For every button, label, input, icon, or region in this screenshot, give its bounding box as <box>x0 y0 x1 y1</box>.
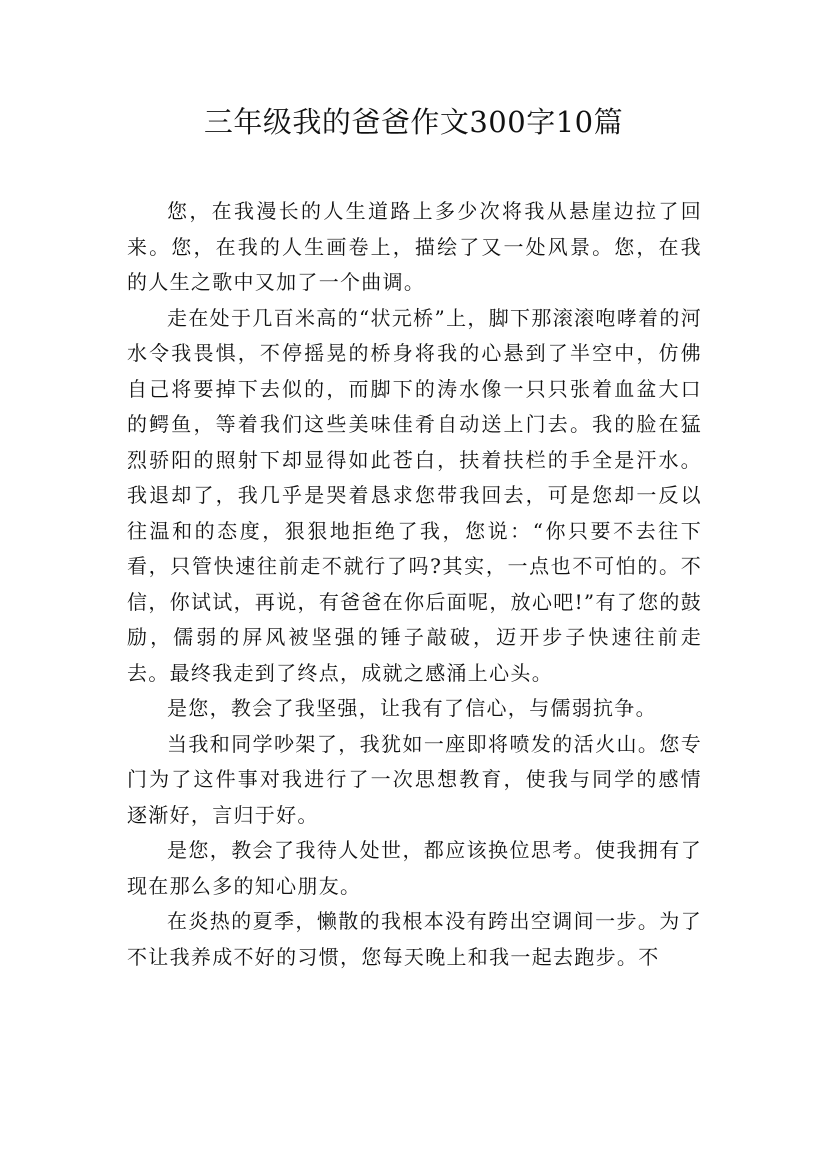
paragraph: 您，在我漫长的人生道路上多少次将我从悬崖边拉了回来。您，在我的人生画卷上，描绘了又一处风景。您，在我的人生之歌中又加了一个曲调。 <box>127 199 702 294</box>
paragraph: 是您，教会了我待人处世，都应该换位思考。使我拥有了现在那么多的知心朋友。 <box>127 838 702 898</box>
document-body <box>127 194 702 975</box>
paragraph: 是您，教会了我坚强，让我有了信心，与儒弱抗争。 <box>167 696 657 720</box>
paragraph: 当我和同学吵架了，我犹如一座即将喷发的活火山。您专门为了这件事对我进行了一次思想教育，使我与同学的感情逐渐好，言归于好。 <box>127 731 702 827</box>
paragraph: 走在处于几百米高的“状元桥”上，脚下那滚滚咆哮着的河水令我畏惧，不停摇晃的桥身将我的心悬到了半空中，仿佛自己将要掉下去似的，而脚下的涛水像一只只张着血盆大口的鳄鱼，等着我们这些美味佳肴自动送上门去。我的脸在猛烈骄阳的照射下却显得如此苍白，扶着扶栏的手全是汗水。我退却了，我几乎是哭着恳求您带我回去，可是您却一反以往温和的态度，狠狠地拒绝了我，您说：“你只要不去往下看，只管快速往前走不就行了吗?其实，一点也不可怕的。不信，你试试，再说，有爸爸在你后面呢，放心吧!”有了您的鼓励，儒弱的屏风被坚强的锤子敲破，迈开步子快速往前走去。最终我走到了终点，成就之感涌上心头。 <box>127 305 702 685</box>
document-title: 三年级我的爸爸作文300字10篇 <box>203 105 624 139</box>
paragraph: 在炎热的夏季，懒散的我根本没有跨出空调间一步。为了不让我养成不好的习惯，您每天晚上和我一起去跑步。不 <box>127 909 702 969</box>
